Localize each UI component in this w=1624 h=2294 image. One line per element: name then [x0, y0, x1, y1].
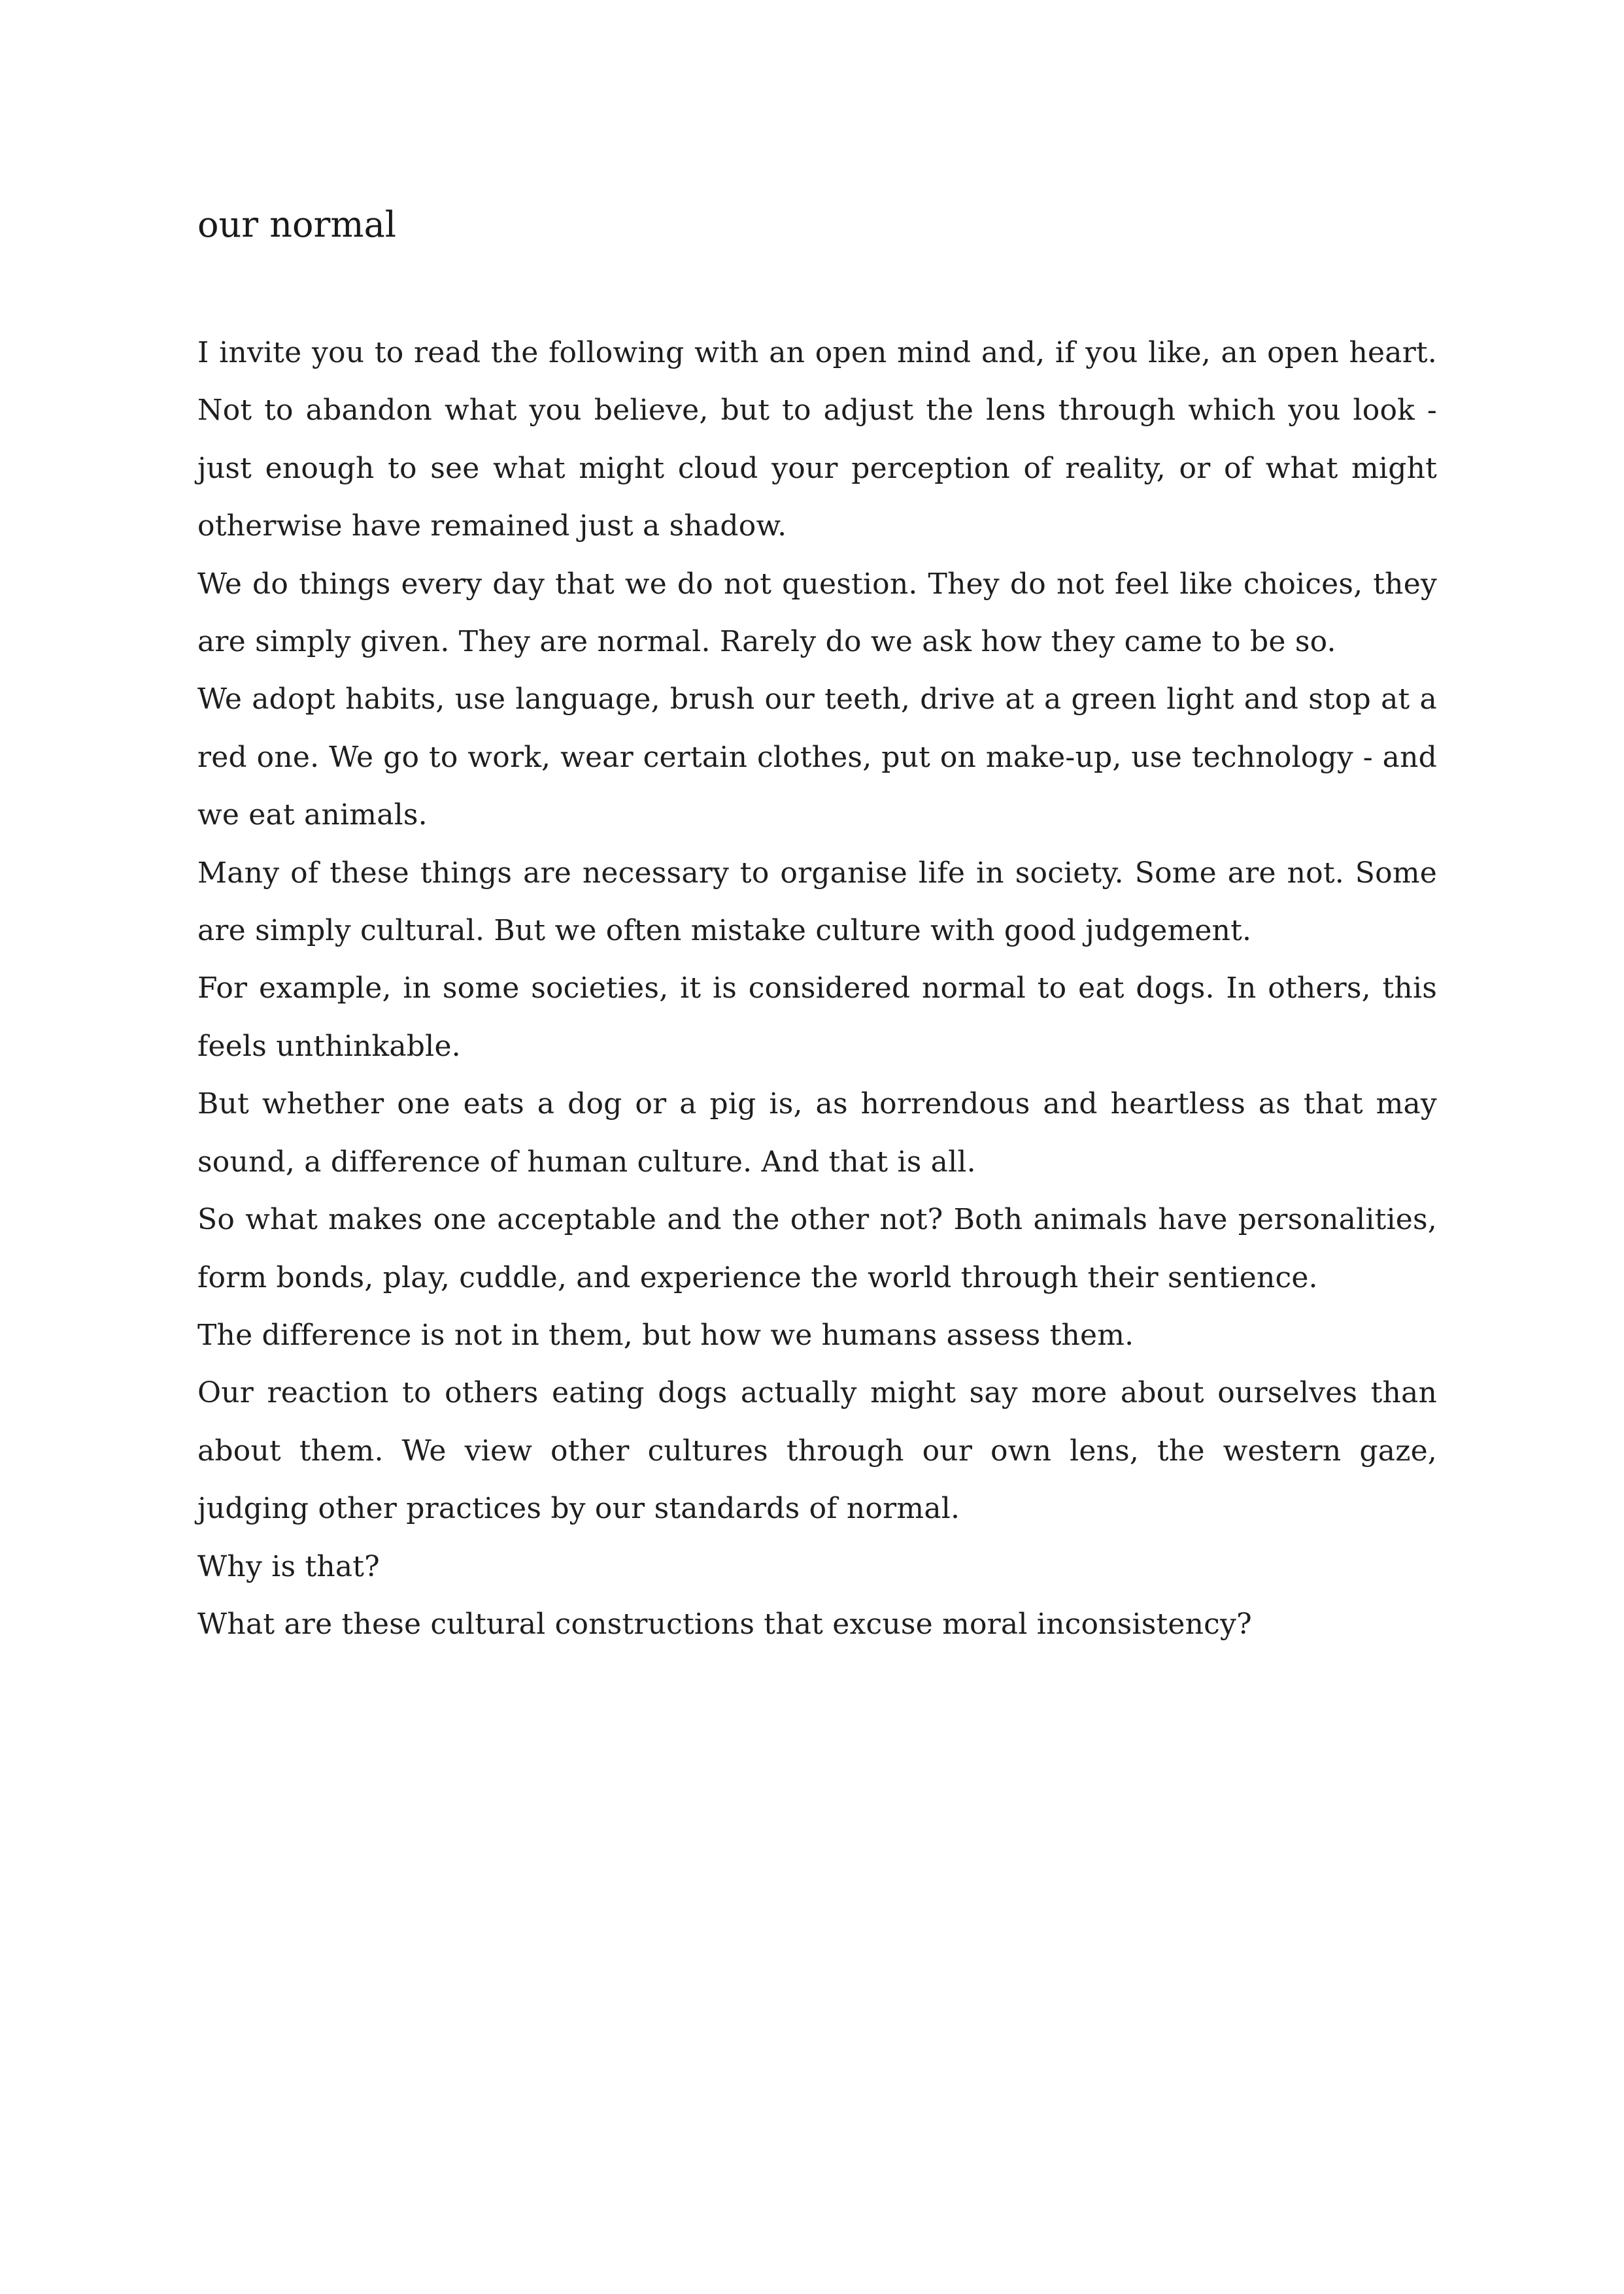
- paragraph: For example, in some societies, it is considered normal to eat dogs. In others, this feels unthinkable.: [197, 971, 1437, 1063]
- paragraph: We adopt habits, use language, brush our teeth, drive at a green light and stop at a red one. We go to work, wear certain clothes, put on make-up, use technology - and we eat animals.: [197, 683, 1437, 832]
- paragraph: Why is that?: [197, 1549, 380, 1583]
- paragraph: Many of these things are necessary to organise life in society. Some are not. Some are simply cultural. But we often mistake culture with good judgement.: [197, 856, 1437, 948]
- document-body: [197, 324, 1437, 1653]
- paragraph: Our reaction to others eating dogs actually might say more about ourselves than about them. We view other cultures through our own lens, the western gaze, judging other practices by our standards of normal.: [197, 1376, 1437, 1526]
- paragraph: I invite you to read the following with an open mind and, if you like, an open heart. Not to abandon what you believe, but to adjust the lens through which you look - just enough to see what might cloud your perception of reality, or of what might otherwise have remained just a shadow.: [197, 336, 1437, 543]
- paragraph: What are these cultural constructions that excuse moral inconsistency?: [197, 1607, 1252, 1641]
- paragraph: But whether one eats a dog or a pig is, as horrendous and heartless as that may sound, a difference of human culture. And that is all.: [197, 1087, 1437, 1179]
- paragraph: We do things every day that we do not question. They do not feel like choices, they are simply given. They are normal. Rarely do we ask how they came to be so.: [197, 567, 1437, 659]
- paragraph: So what makes one acceptable and the other not? Both animals have personalities, form bonds, play, cuddle, and experience the world through their sentience.: [197, 1203, 1437, 1294]
- paragraph: The difference is not in them, but how we humans assess them.: [197, 1318, 1134, 1352]
- document-title: our normal: [197, 204, 397, 245]
